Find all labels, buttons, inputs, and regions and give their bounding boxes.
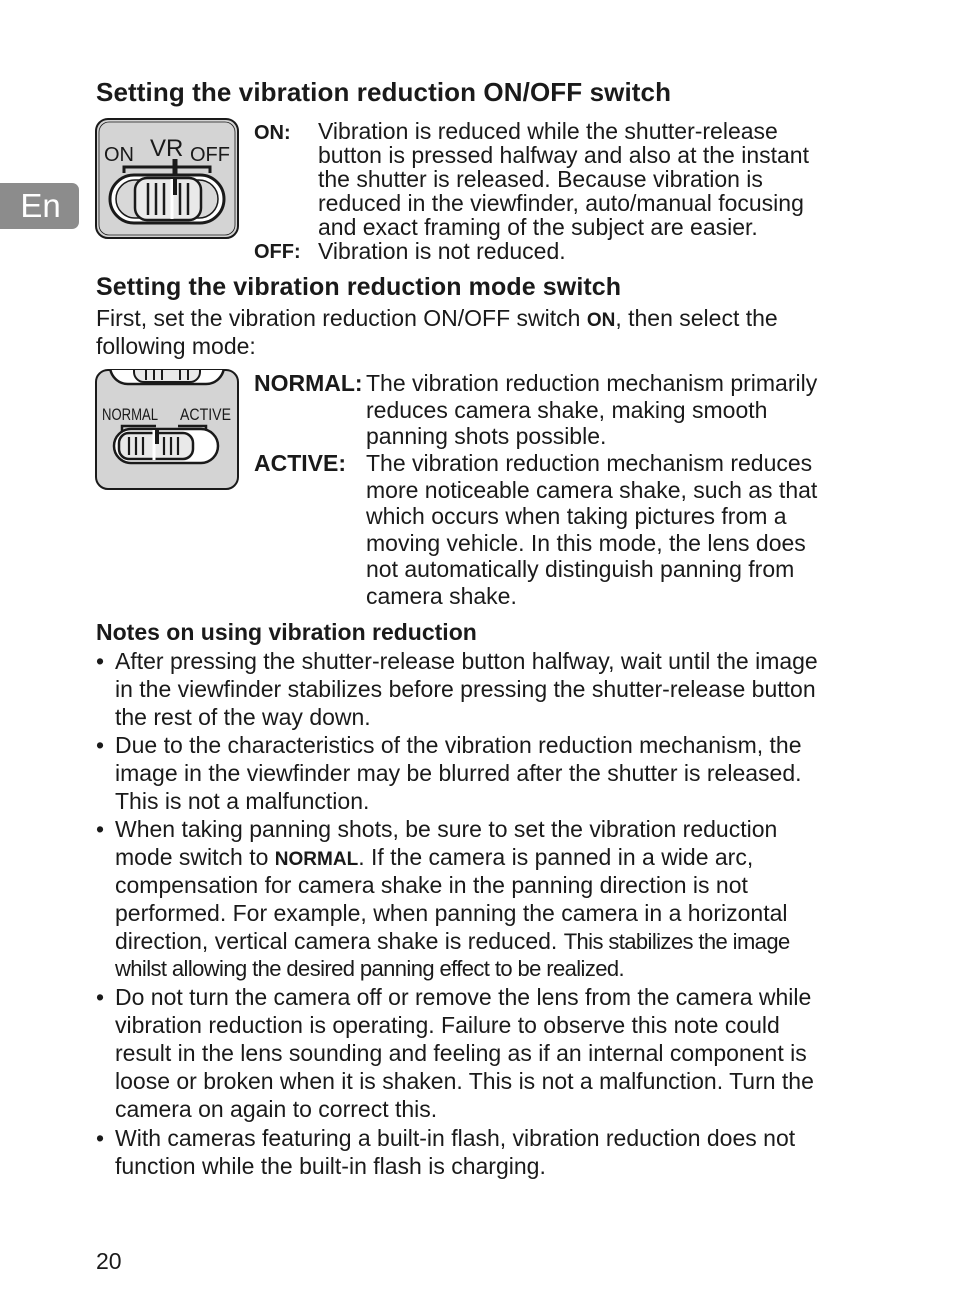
intro-line <box>96 304 778 332</box>
intro-text-after: , then select the <box>615 305 778 331</box>
intro-text-before: First, set the vibration reduction ON/OFF switch <box>96 305 587 331</box>
intro-on-keyword: ON <box>586 310 616 331</box>
bullet-marker: • <box>96 816 105 842</box>
bullet-marker: • <box>96 984 105 1010</box>
note-line: in the viewfinder stabilizes before pressing the shutter-release button <box>115 676 816 702</box>
active-definition-line: more noticeable camera shake, such as that <box>366 476 818 503</box>
switch-label-off: OFF <box>190 144 230 166</box>
on-definition-line: and exact framing of the subject are easier. <box>318 214 758 240</box>
section-heading-on-off-switch: Setting the vibration reduction ON/OFF switch <box>96 77 672 107</box>
on-term-label: ON: <box>254 122 291 144</box>
note-line: With cameras featuring a built-in flash, vibration reduction does not <box>115 1125 796 1151</box>
active-definition-line: camera shake. <box>366 582 517 609</box>
active-definition-line: The vibration reduction mechanism reduces <box>366 450 813 476</box>
note-line: camera on again to correct this. <box>115 1096 438 1122</box>
note-line: Do not turn the camera off or remove the lens from the camera while <box>115 984 812 1010</box>
note-line: compensation for camera shake in the panning direction is not <box>115 872 748 898</box>
switch-label-vr: VR <box>150 135 184 162</box>
note-text: mode switch to <box>115 844 275 870</box>
note-line: whilst allowing the desired panning effect to be realized. <box>115 956 625 981</box>
off-definition <box>318 239 566 263</box>
note-line: Due to the characteristics of the vibration reduction mechanism, the <box>115 732 802 758</box>
bullet-marker: • <box>96 732 105 758</box>
bullet-marker: • <box>96 648 105 674</box>
note-line: function while the built-in flash is charging. <box>115 1153 546 1179</box>
note-text: direction, vertical camera shake is reduced. <box>115 928 564 954</box>
note-line <box>115 843 790 871</box>
normal-definition <box>366 370 817 450</box>
active-definition-line: which occurs when taking pictures from a <box>366 503 787 530</box>
off-definition-text: Vibration is not reduced. <box>318 238 566 264</box>
on-definition <box>318 119 809 239</box>
on-definition-line: reduced in the viewfinder, auto/manual focusing <box>318 190 804 216</box>
section-heading-mode-switch: Setting the vibration reduction mode switch <box>96 273 622 301</box>
note-line: the rest of the way down. <box>115 704 371 730</box>
note-text-condensed: This stabilizes the image <box>563 929 790 954</box>
language-tab: En <box>0 183 79 229</box>
note-text: . If the camera is panned in a wide arc, <box>358 844 754 870</box>
note-line: This is not a malfunction. <box>115 788 370 814</box>
off-term-label: OFF: <box>254 241 301 263</box>
active-term-label: ACTIVE: <box>254 450 346 476</box>
normal-keyword: NORMAL <box>274 849 359 870</box>
vr-on-off-switch-illustration <box>94 117 240 241</box>
note-line: image in the viewfinder may be blurred after the shutter is released. <box>115 760 802 786</box>
note-line: result in the lens sounding and feeling as if an internal component is <box>115 1040 807 1066</box>
on-definition-line: the shutter is released. Because vibration is <box>318 166 763 192</box>
mode-switch-intro <box>96 304 778 360</box>
active-definition <box>366 450 817 610</box>
note-line: After pressing the shutter-release button halfway, wait until the image <box>115 648 818 674</box>
bullet-marker: • <box>96 1125 105 1151</box>
page-number: 20 <box>96 1248 122 1274</box>
on-definition-line: Vibration is reduced while the shutter-release <box>318 118 778 144</box>
intro-line: following mode: <box>96 333 256 359</box>
normal-definition-line: The vibration reduction mechanism primarily <box>366 370 818 396</box>
note-line <box>115 927 790 955</box>
normal-definition-line: panning shots possible. <box>366 423 607 450</box>
notes-heading: Notes on using vibration reduction <box>96 619 477 645</box>
note-line: performed. For example, when panning the camera in a horizontal <box>115 900 788 926</box>
switch-label-active: ACTIVE <box>180 405 231 424</box>
normal-definition-line: reduces camera shake, making smooth <box>366 396 768 423</box>
note-line: loose or broken when it is shaken. This is not a malfunction. Turn the <box>115 1068 814 1094</box>
active-definition-line: not automatically distinguish panning from <box>366 556 795 583</box>
switch-label-normal: NORMAL <box>102 405 158 424</box>
active-definition-line: moving vehicle. In this mode, the lens does <box>366 529 806 556</box>
note-line: vibration reduction is operating. Failure to observe this note could <box>115 1012 780 1038</box>
switch-label-on: ON <box>104 144 134 166</box>
note-line: When taking panning shots, be sure to set the vibration reduction <box>115 816 778 842</box>
vr-mode-switch-illustration <box>94 368 240 492</box>
on-definition-line: button is pressed halfway and also at the instant <box>318 142 809 168</box>
normal-term-label: NORMAL: <box>254 370 363 396</box>
